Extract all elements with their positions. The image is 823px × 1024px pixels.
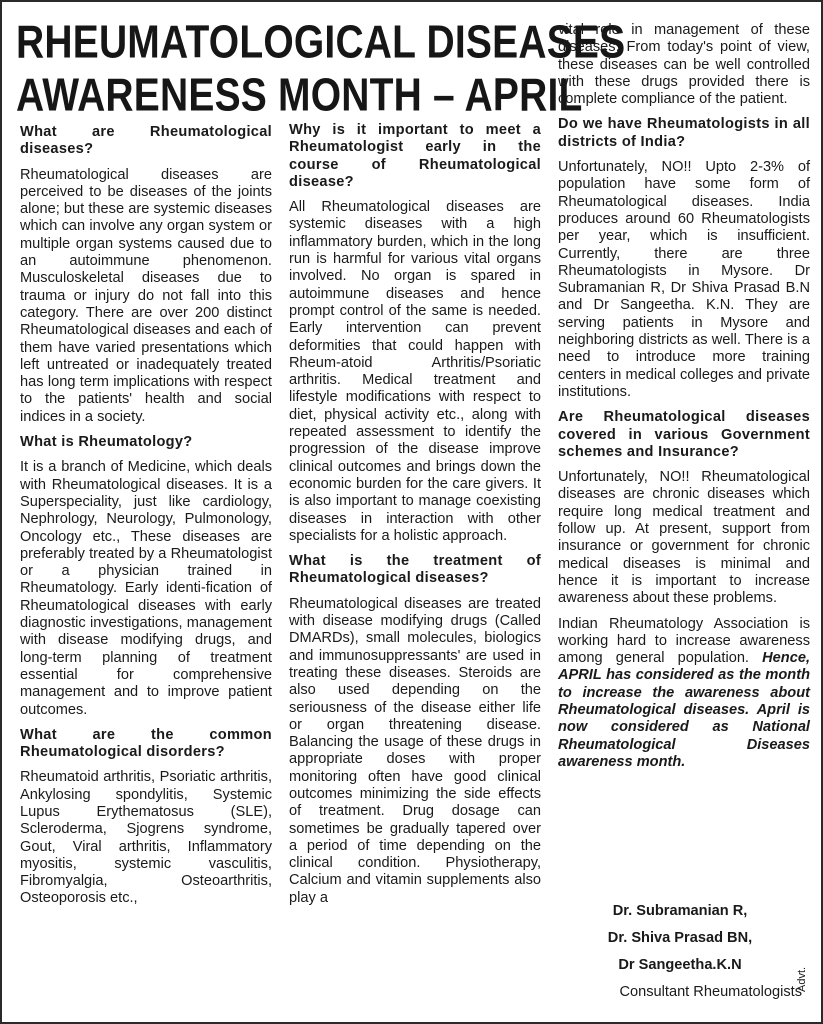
closing-paragraph	[558, 616, 810, 772]
answer-paragraph: Unfortunately, NO!! Rheumatological diseases are chronic diseases which require long medical treatment and follow up. At present, support from insurance or government for chronic medical diseases is minimal and hence it is important to increase awareness about these problems.	[558, 469, 810, 607]
signature-block	[558, 898, 802, 1004]
answer-paragraph: Rheumatological diseases are perceived to be diseases of the joints alone; but these are systemic diseases which can involve any organ system or multiple organ systems caused due to an autoimmune phenomenon. Musculoskeletal diseases due to trauma or injury do not fall into this category. There are over 200 distinct Rheumatological diseases and each of them have varied presentations which left untreated or inadequately treated has long term implications with respect to the patients' health and social indices in a society.	[20, 166, 272, 425]
column-3	[558, 22, 810, 779]
answer-paragraph: Rheumatological diseases are treated with disease modifying drugs (Called DMARDs), small molecules, biologics and immunosuppressants' are used in treating these diseases. Steroids are also used depending on the seriousness of the disease either life or organ threatening disease. Balancing the usage of these drugs in appropriate doses with proper monitoring often have good clinical outcomes minimizing the side effects of treatment. Drug dosage can sometimes be gradually tapered over a period of time depending on the clinical condition. Physiotherapy, Calcium and vitamin supplements also play a	[289, 595, 541, 906]
signature-name-3: Dr Sangeetha.K.N	[618, 957, 742, 973]
question-common-disorders: What are the common Rheumatological disorders?	[20, 726, 272, 761]
answer-paragraph: All Rheumatological diseases are systemic diseases with a high inflammatory burden, which in the long run is harmful for various vital organs involved. No organ is spared in autoimmune diseases and hence prompt control of the same is needed. Early intervention can prevent deformities that could happen with Rheum-atoid Arthritis/Psoriatic arthritis. Medical treatment and lifestyle modifications with respect to diet, physical activity etc., along with repeated assessment to identify the progression of the disease improve clinical outcomes and brings down the economic burden for the care givers. It is also important to manage coexisting diseases in interaction with other specialists for a holistic approach.	[289, 199, 541, 544]
closing-emphasis: Hence, APRIL has considered as the month to increase the awareness about Rheumatological diseases. April is now considered as National Rheumatological Diseases awareness month.	[558, 650, 810, 770]
headline	[16, 16, 626, 122]
signature-name-2: Dr. Shiva Prasad BN,	[607, 930, 753, 946]
column-1	[20, 124, 272, 916]
question-treatment: What is the treatment of Rheumatological diseases?	[289, 553, 541, 587]
question-government-schemes: Are Rheumatological diseases covered in various Government schemes and Insurance?	[558, 409, 810, 460]
answer-paragraph: Unfortunately, NO!! Upto 2-3% of population have some form of Rheumatological diseases. India produces around 60 Rheumatologists per year, which is insufficient. Currently, there are three Rheumatologists in Mysore. Dr Subramanian R, Dr Shiva Prasad B.N and Dr Sangeetha. K.N. They are serving patients in Mysore and neighboring districts as well. There is a need to introduce more training centers in medical colleges and private institutions.	[558, 159, 810, 400]
answer-paragraph: It is a branch of Medicine, which deals with Rheumatological diseases. It is a Superspeciality, just like cardiology, Nephrology, Neurology, Pulmonology, Oncology etc., These diseases are preferably treated by a Rheumatologist or a physician trained in Rheumatology. Early identi-fication of Rheumatological diseases with early diagnostic investigations, management with disease modifying drugs, and long-term planning of treatment essential for comprehensive management and to improve patient outcomes.	[20, 459, 272, 718]
question-what-is-rheumatology: What is Rheumatology?	[20, 434, 193, 451]
question-what-are-rheumatological-diseases: What are Rheumatological diseases?	[20, 124, 272, 158]
question-why-meet-early: Why is it important to meet a Rheumatologist early in the course of Rheumatological disease?	[289, 122, 541, 190]
closing-text: Indian Rheumatology Association is working hard to increase awareness among general population.	[558, 615, 810, 667]
signature-role: Consultant Rheumatologists	[619, 984, 802, 1000]
answer-paragraph: Rheumatoid arthritis, Psoriatic arthritis, Ankylosing spondylitis, Systemic Lupus Erythematosus (SLE), Scleroderma, Sjogrens syndrome, Gout, Viral arthritis, Inflammatory myositis, systemic vasculitis, Fibromyalgia, Osteoarthritis, Osteoporosis etc.,	[20, 769, 272, 907]
signature-name-1: Dr. Subramanian R,	[612, 903, 748, 919]
advertisement-label: Advt.	[796, 966, 808, 992]
question-rheumatologists-in-districts: Do we have Rheumatologists in all districts of India?	[558, 116, 810, 150]
headline-line-2: AWARENESS MONTH – APRIL	[16, 70, 583, 122]
column-2	[289, 122, 541, 915]
answer-paragraph-continued: vital role in management of these diseases. From today's point of view, these diseases can be well controlled with these drugs provided there is complete compliance of the patient.	[558, 22, 810, 108]
headline-line-1: RHEUMATOLOGICAL DISEASES	[16, 17, 626, 68]
